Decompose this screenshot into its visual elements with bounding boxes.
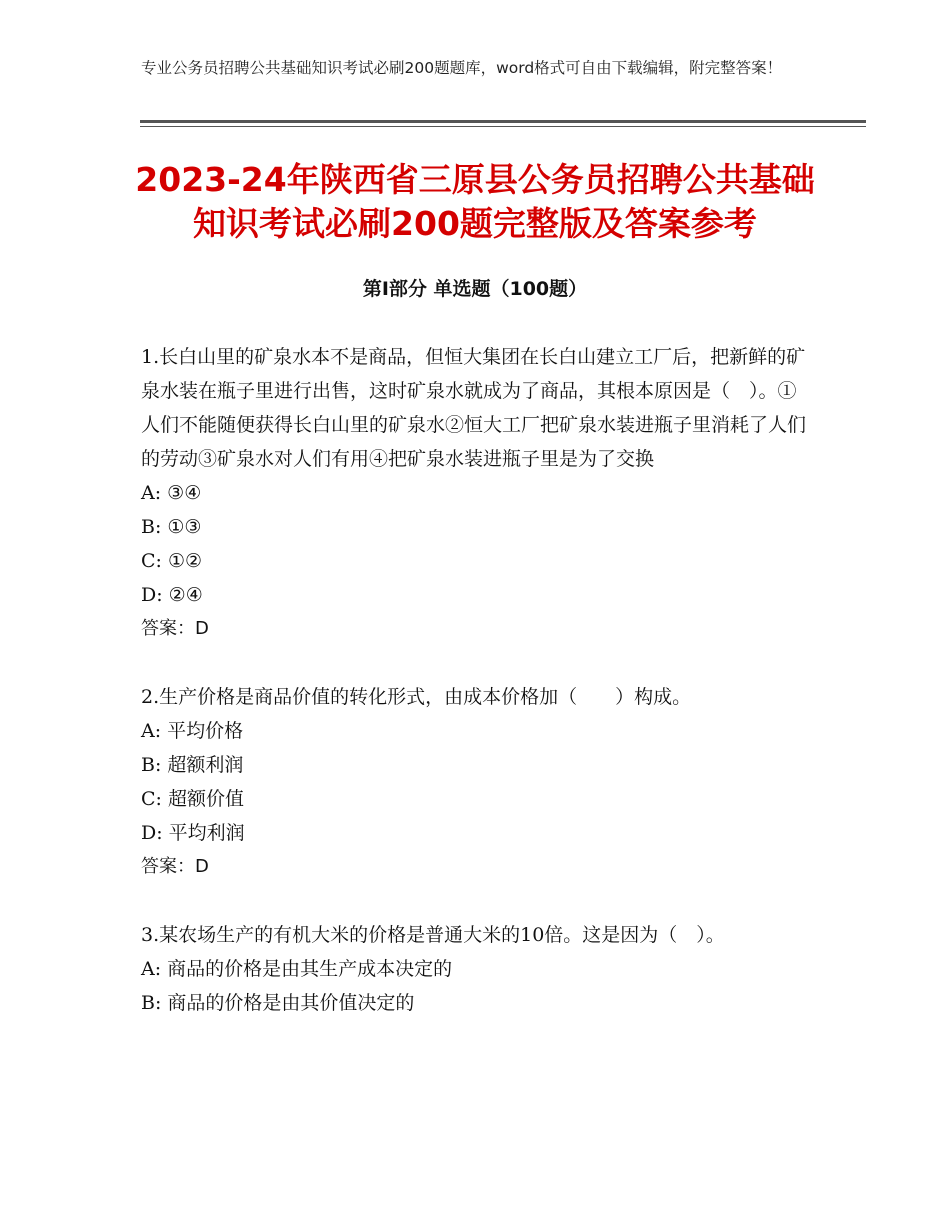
question-text: 1.长白山里的矿泉水本不是商品，但恒大集团在长白山建立工厂后，把新鲜的矿泉水装在瓶子里进行出售，这时矿泉水就成为了商品，其根本原因是（ ）。①人们不能随便获得长白山里的矿泉水②恒大工厂把矿泉水装进瓶子里消耗了人们的劳动③矿泉水对人们有用④把矿泉水装进瓶子里是为了交换 [141, 346, 807, 470]
question-1 [141, 340, 809, 646]
option-c: C: ①② [141, 550, 203, 572]
question-3 [141, 918, 809, 1020]
option-b: B: 商品的价格是由其价值决定的 [141, 992, 415, 1014]
header-note: 专业公务员招聘公共基础知识考试必刷200题题库，word格式可自由下载编辑，附完整答案！ [141, 59, 783, 77]
option-a: A: 商品的价格是由其生产成本决定的 [141, 958, 453, 980]
question-text: 2.生产价格是商品价值的转化形式，由成本价格加（ ）构成。 [141, 686, 692, 708]
header-divider-thick [140, 120, 866, 123]
option-d: D: 平均利润 [141, 822, 245, 844]
option-a: A: ③④ [141, 482, 202, 504]
option-d: D: ②④ [141, 584, 203, 606]
option-a: A: 平均价格 [141, 720, 244, 742]
header-divider-thin [140, 126, 866, 127]
option-c: C: 超额价值 [141, 788, 244, 810]
question-list [141, 340, 809, 1054]
answer: 答案：D [141, 618, 209, 639]
answer: 答案：D [141, 856, 209, 877]
question-2 [141, 680, 809, 884]
section-heading: 第I部分 单选题（100题） [362, 278, 588, 300]
question-text: 3.某农场生产的有机大米的价格是普通大米的10倍。这是因为（ ）。 [141, 924, 725, 946]
option-b: B: 超额利润 [141, 754, 244, 776]
option-b: B: ①③ [141, 516, 202, 538]
page-title: 2023-24年陕西省三原县公务员招聘公共基础知识考试必刷200题完整版及答案参考 [135, 160, 815, 243]
